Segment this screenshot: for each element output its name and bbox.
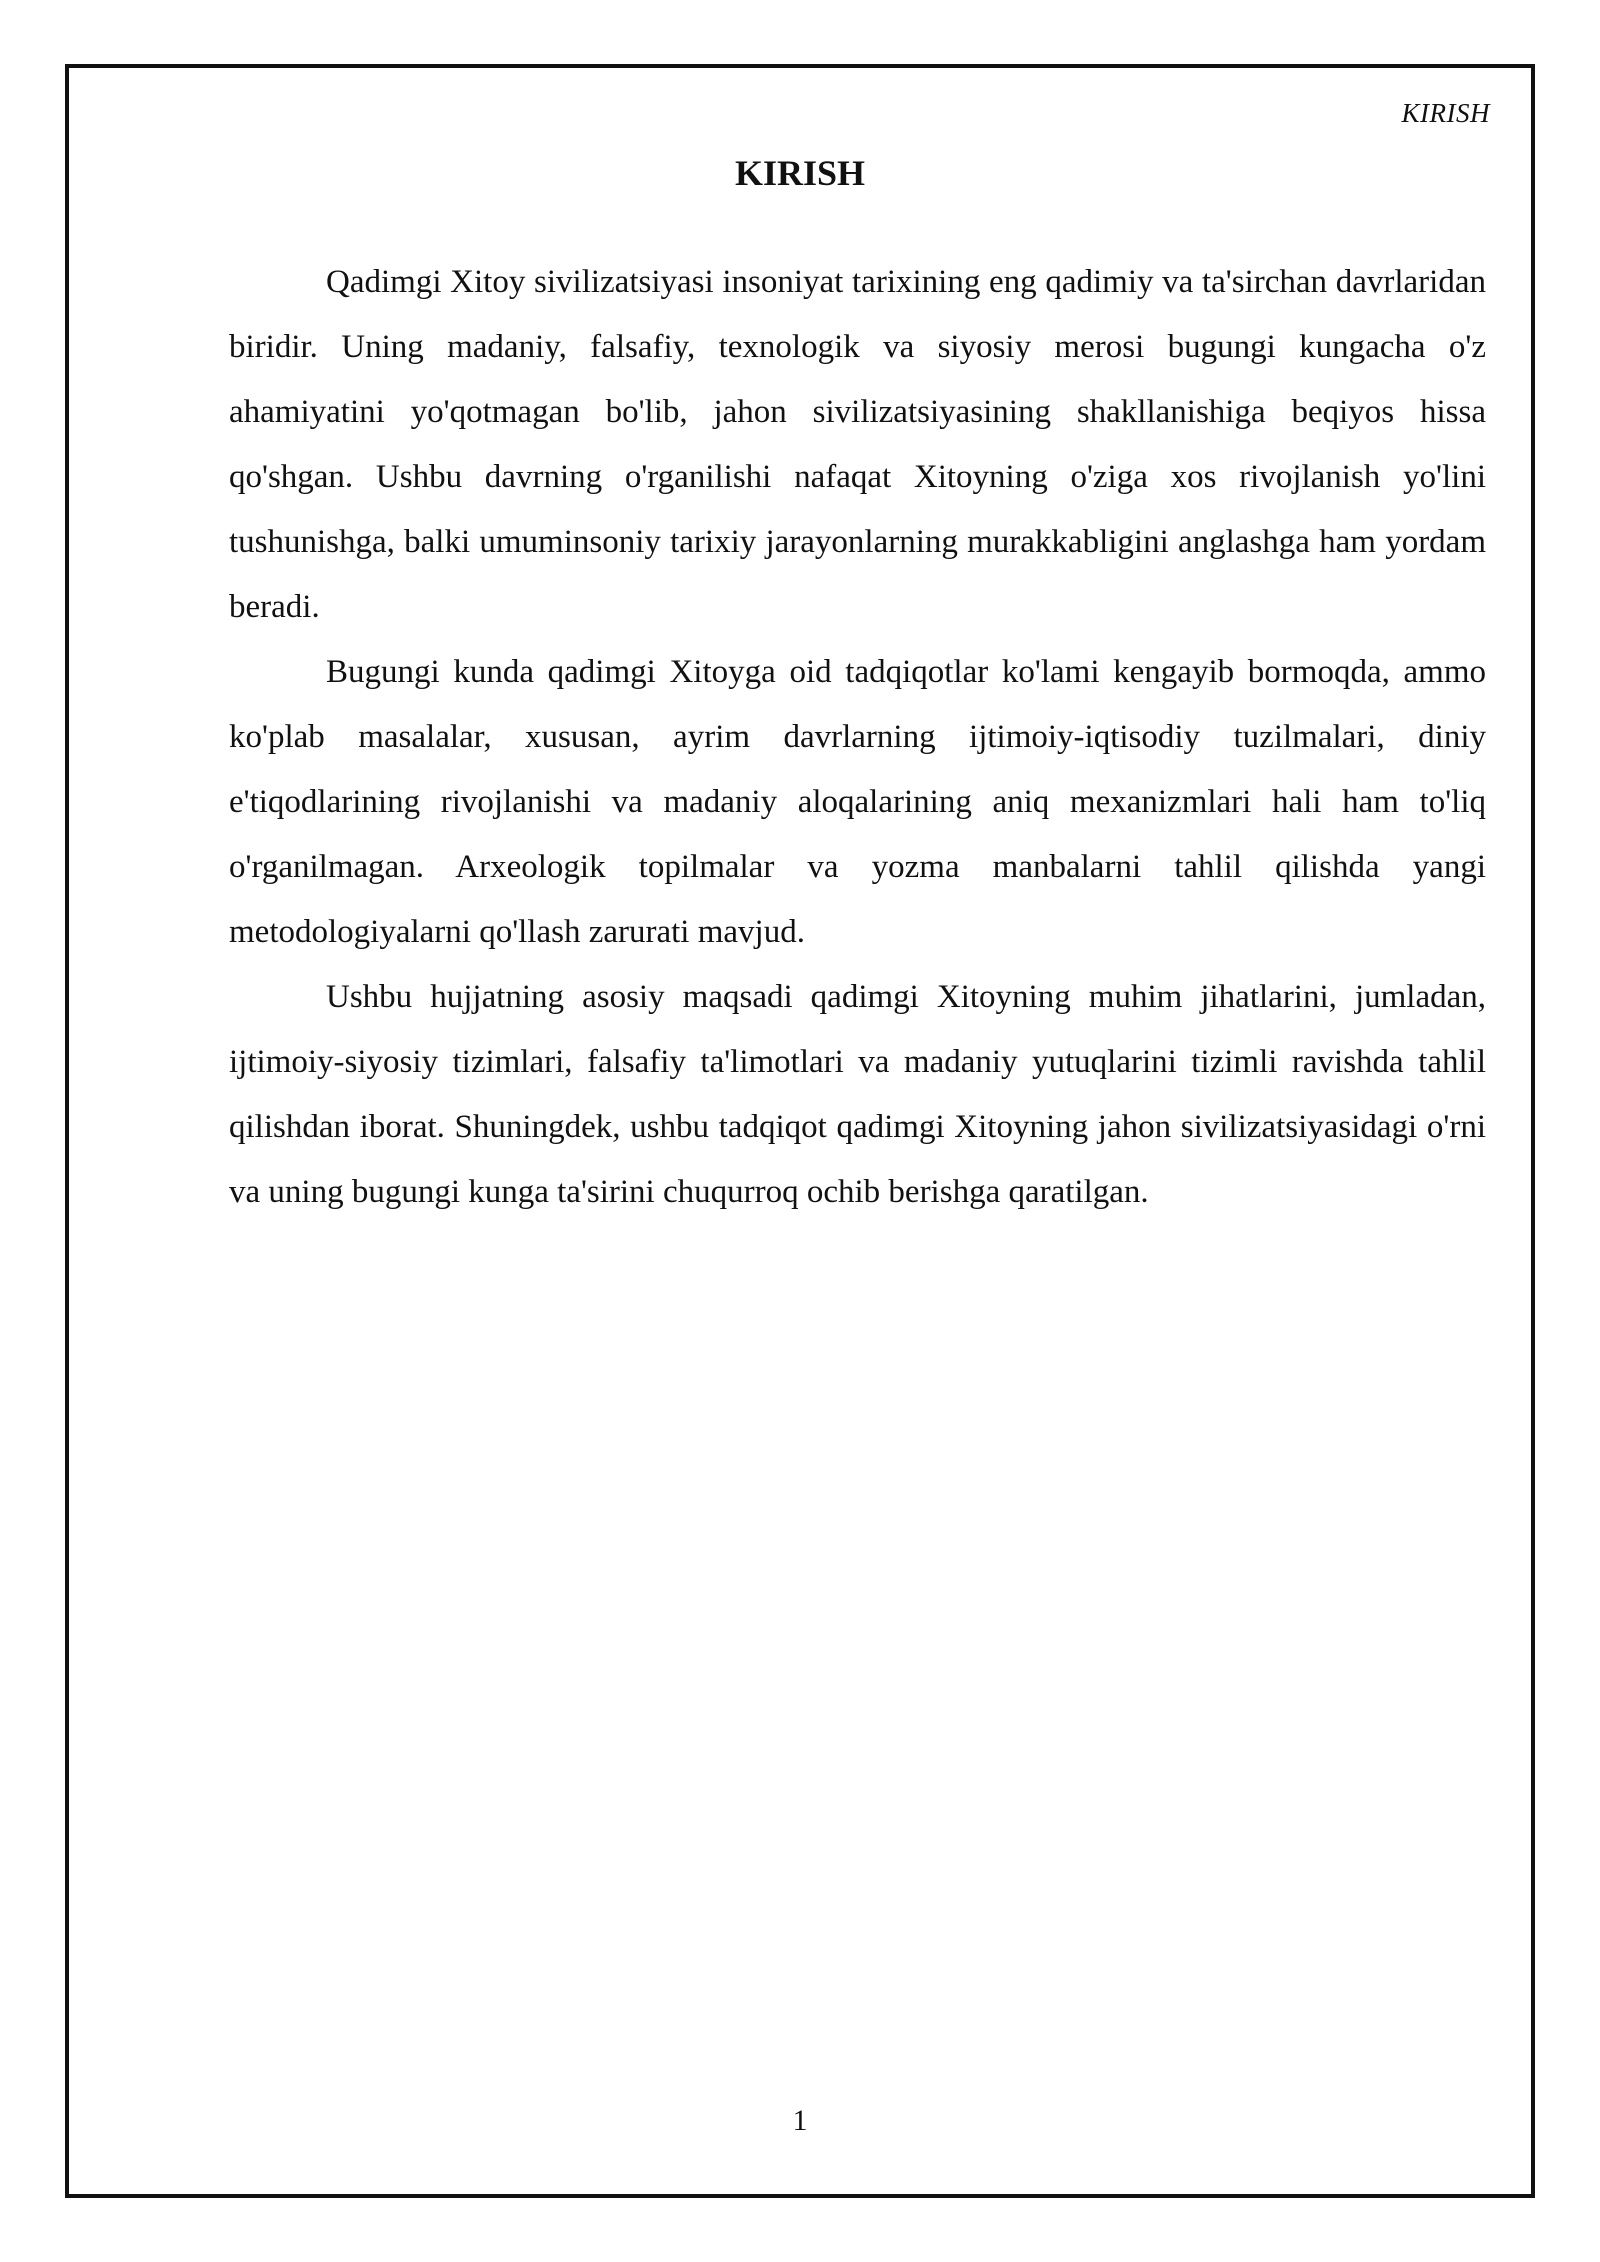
page-title: KIRISH: [734, 153, 866, 193]
paragraph-2: Bugungi kunda qadimgi Xitoyga oid tadqiqotlar ko'lami kengayib bormoqda, ammo ko'plab masalalar, xususan, ayrim davrlarning ijtimoiy-iqtisodiy tuzilmalari, diniy e'tiqodlarining rivojlanishi va madaniy aloqalarining aniq mexanizmlari hali ham to'liq o'rganilmagan. Arxeologik topilmalar va yozma manbalarni tahlil qilishda yangi metodologiyalarni qo'llash zarurati mavjud.: [229, 654, 1486, 950]
paragraph-3: Ushbu hujjatning asosiy maqsadi qadimgi Xitoyning muhim jihatlarini, jumladan, ijtimoiy-siyosiy tizimlari, falsafiy ta'limotlari va madaniy yutuqlarini tizimli ravishda tahlil qilishdan iborat. Shuningdek, ushbu tadqiqot qadimgi Xitoyning jahon sivilizatsiyasidagi o'rni va uning bugungi kunga ta'sirini chuqurroq ochib berishga qaratilgan.: [229, 979, 1486, 1210]
running-header: KIRISH: [1401, 98, 1490, 128]
body-text: [229, 250, 1486, 1225]
page-number: 1: [792, 2104, 808, 2137]
paragraph-1: Qadimgi Xitoy sivilizatsiyasi insoniyat tarixining eng qadimiy va ta'sirchan davrlaridan biridir. Uning madaniy, falsafiy, texnologik va siyosiy merosi bugungi kungacha o'z ahamiyatini yo'qotmagan bo'lib, jahon sivilizatsiyasining shakllanishiga beqiyos hissa qo'shgan. Ushbu davrning o'rganilishi nafaqat Xitoyning o'ziga xos rivojlanish yo'lini tushunishga, balki umuminsoniy tarixiy jarayonlarning murakkabligini anglashga ham yordam beradi.: [229, 264, 1486, 625]
